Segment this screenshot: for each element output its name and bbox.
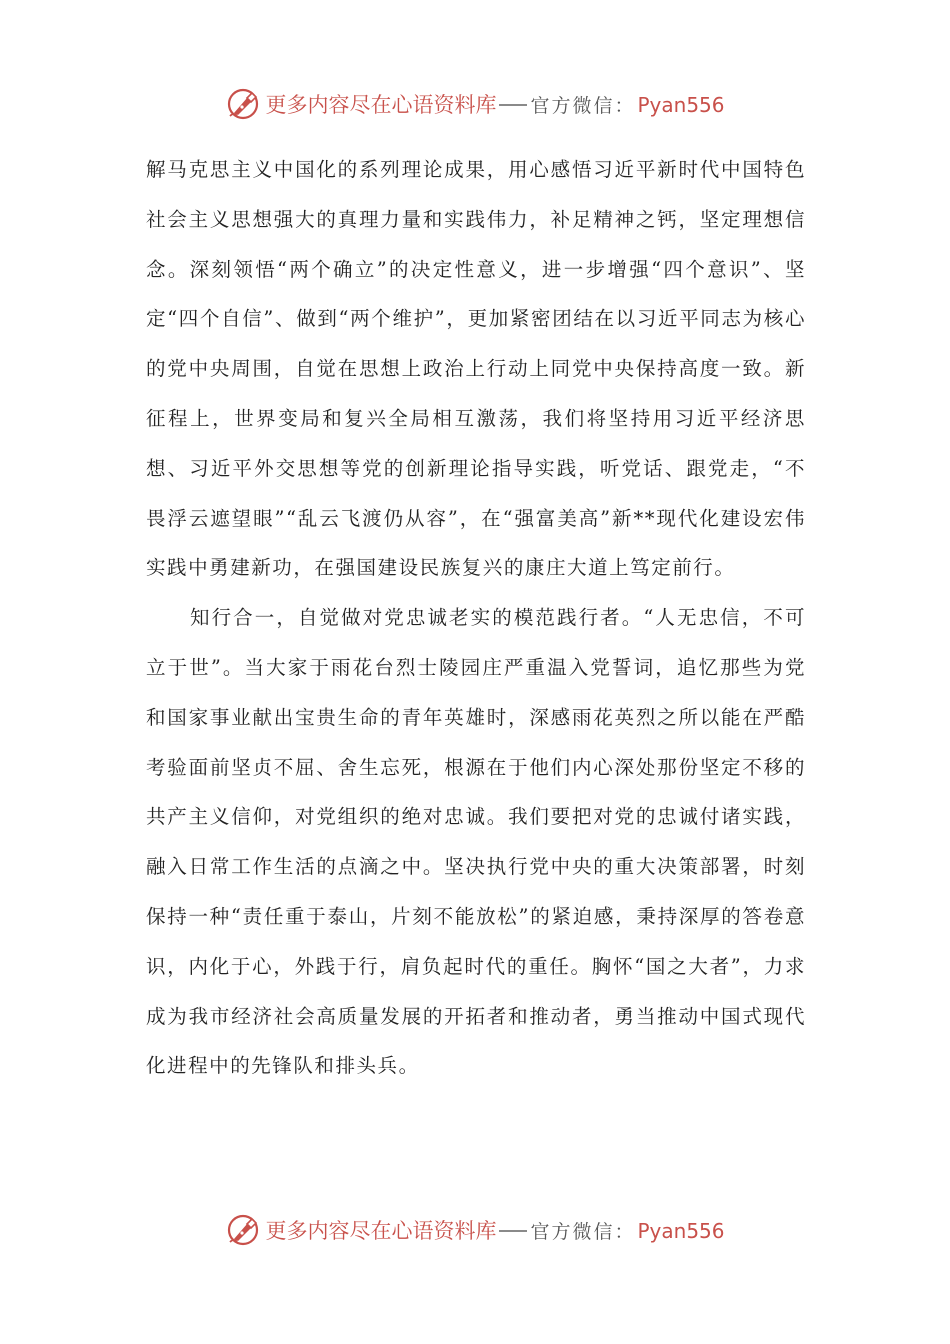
document-body (146, 145, 806, 1091)
header-banner (0, 84, 950, 124)
banner-contact-id: Pyan556 (637, 1219, 725, 1243)
banner-contact-label: 官方微信： (530, 1221, 636, 1243)
banner-dash (499, 104, 527, 106)
pen-nib-circle-icon (225, 1212, 261, 1248)
banner-dash (499, 1230, 527, 1232)
banner-site-text: 更多内容尽在心语资料库 (265, 1219, 497, 1243)
paragraph-continued: 解马克思主义中国化的系列理论成果，用心感悟习近平新时代中国特色社会主义思想强大的真理力量和实践伟力，补足精神之钙，坚定理想信念。深刻领悟“两个确立”的决定性意义，进一步增强“四个意识”、坚定“四个自信”、做到“两个维护”，更加紧密团结在以习近平同志为核心的党中央周围，自觉在思想上政治上行动上同党中央保持高度一致。新征程上，世界变局和复兴全局相互激荡，我们将坚持用习近平经济思想、习近平外交思想等党的创新理论指导实践，听党话、跟党走，“不畏浮云遮望眼”“乱云飞渡仍从容”，在“强富美高”新**现代化建设宏伟实践中勇建新功，在强国建设民族复兴的康庄大道上笃定前行。 (146, 158, 806, 580)
footer-banner (0, 1210, 950, 1250)
banner-contact-label: 官方微信： (530, 95, 636, 117)
header-banner-text (265, 89, 724, 119)
banner-site-text: 更多内容尽在心语资料库 (265, 93, 497, 117)
pen-nib-circle-icon (225, 86, 261, 122)
paragraph: 知行合一，自觉做对党忠诚老实的模范践行者。“人无忠信，不可立于世”。当大家于雨花台烈士陵园庄严重温入党誓词，追忆那些为党和国家事业献出宝贵生命的青年英雄时，深感雨花英烈之所以能在严酷考验面前坚贞不屈、舍生忘死，根源在于他们内心深处那份坚定不移的共产主义信仰，对党组织的绝对忠诚。我们要把对党的忠诚付诸实践，融入日常工作生活的点滴之中。坚决执行党中央的重大决策部署，时刻保持一种“责任重于泰山，片刻不能放松”的紧迫感，秉持深厚的答卷意识，内化于心，外践于行，肩负起时代的重任。胸怀“国之大者”，力求成为我市经济社会高质量发展的开拓者和推动者，勇当推动中国式现代化进程中的先锋队和排头兵。 (146, 606, 806, 1078)
footer-banner-text (265, 1215, 724, 1245)
banner-contact-id: Pyan556 (637, 93, 725, 117)
